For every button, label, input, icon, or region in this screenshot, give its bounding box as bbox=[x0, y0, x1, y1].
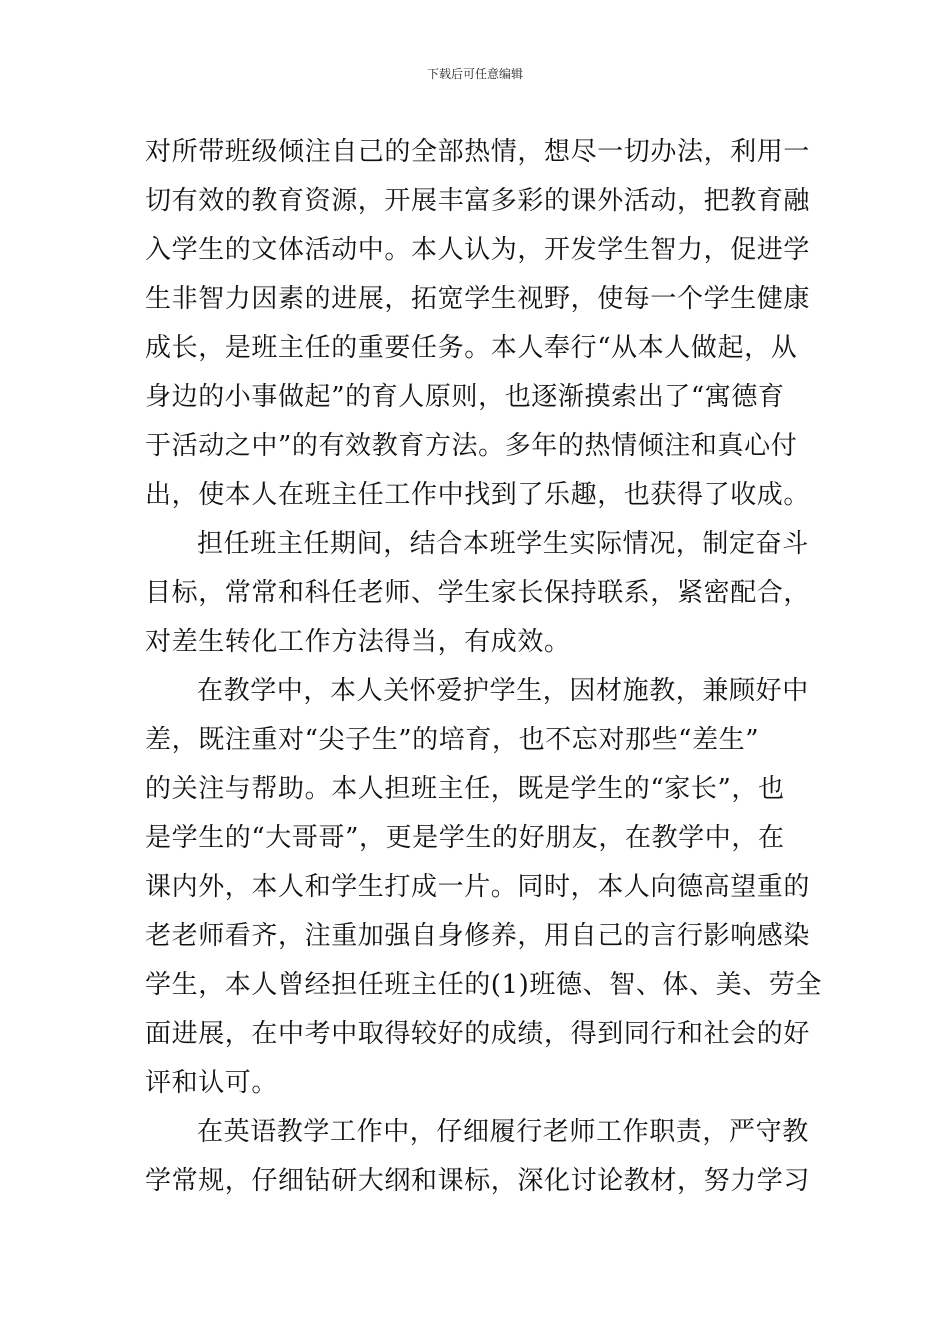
text-line: 出，使本人在班主任工作中找到了乐趣，也获得了收成。 bbox=[145, 480, 811, 510]
text-line: 目标，常常和科任老师、学生家长保持联系，紧密配合， bbox=[145, 578, 811, 608]
text-line: 老老师看齐，注重加强自身修养，用自己的言行影响感染 bbox=[145, 921, 811, 951]
text-line: 的关注与帮助。本人担班主任，既是学生的“家长”，也 bbox=[145, 774, 785, 804]
paragraph-3 bbox=[145, 667, 823, 1108]
text-line: 课内外，本人和学生打成一片。同时，本人向德高望重的 bbox=[145, 872, 811, 902]
text-line: 评和认可。 bbox=[145, 1068, 279, 1098]
text-line: 在教学中，本人关怀爱护学生，因材施教，兼顾好中 bbox=[197, 676, 809, 706]
text-line: 对所带班级倾注自己的全部热情，想尽一切办法，利用一 bbox=[145, 137, 811, 167]
document-body bbox=[145, 128, 823, 1206]
paragraph-2 bbox=[145, 520, 811, 667]
text-line: 学常规，仔细钻研大纲和课标，深化讨论教材，努力学习 bbox=[145, 1166, 811, 1196]
text-line: 成长，是班主任的重要任务。本人奉行“从本人做起，从 bbox=[145, 333, 798, 363]
text-line: 面进展，在中考中取得较好的成绩，得到同行和社会的好 bbox=[145, 1019, 811, 1049]
paragraph-1 bbox=[145, 128, 811, 520]
text-line: 生非智力因素的进展，拓宽学生视野，使每一个学生健康 bbox=[145, 284, 811, 314]
page-header: 下载后可任意编辑 bbox=[426, 67, 523, 81]
paragraph-4 bbox=[145, 1108, 811, 1206]
text-line: 切有效的教育资源，开展丰富多彩的课外活动，把教育融 bbox=[145, 186, 811, 216]
text-line: 入学生的文体活动中。本人认为，开发学生智力，促进学 bbox=[145, 235, 811, 265]
text-line: 身边的小事做起”的育人原则，也逐渐摸索出了“寓德育 bbox=[145, 382, 785, 412]
text-line: 差，既注重对“尖子生”的培育，也不忘对那些“差生” bbox=[145, 725, 760, 755]
text-line: 是学生的“大哥哥”，更是学生的好朋友，在教学中，在 bbox=[145, 823, 785, 853]
text-line: 对差生转化工作方法得当，有成效。 bbox=[145, 627, 571, 657]
text-line: 在英语教学工作中，仔细履行老师工作职责，严守教 bbox=[197, 1117, 809, 1147]
text-line: 担任班主任期间，结合本班学生实际情况，制定奋斗 bbox=[197, 529, 809, 559]
text-line: 于活动之中”的有效教育方法。多年的热情倾注和真心付 bbox=[145, 431, 798, 461]
text-line: 学生，本人曾经担任班主任的(1)班德、智、体、美、劳全 bbox=[145, 970, 823, 1000]
